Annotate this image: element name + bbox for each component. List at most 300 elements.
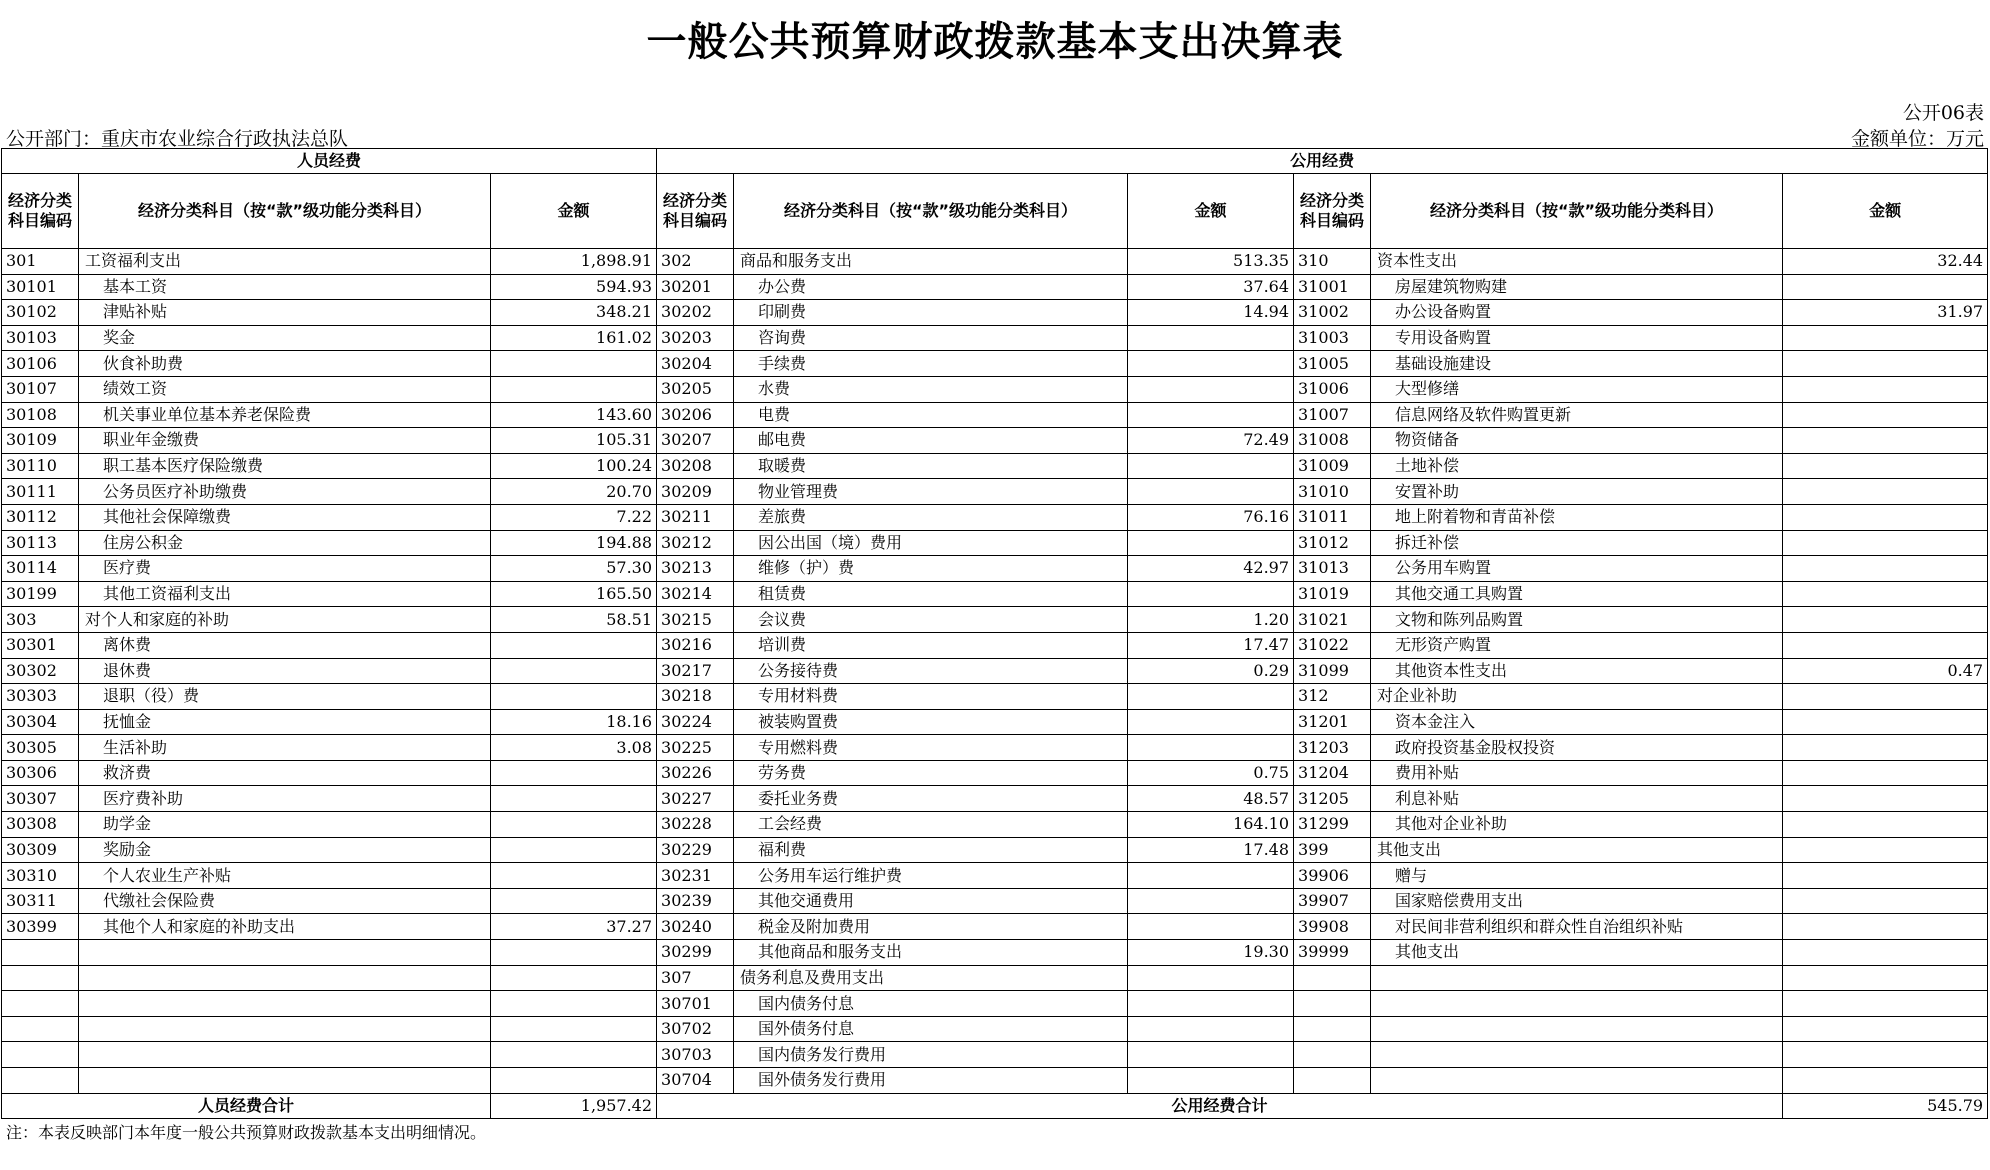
code-cell: 30212: [657, 530, 734, 556]
amount-cell: [1783, 632, 1988, 658]
code-cell: 301: [2, 249, 79, 275]
code-cell: 31019: [1294, 581, 1371, 607]
amount-cell: 37.27: [491, 914, 657, 940]
subject-cell: 基础设施建设: [1371, 351, 1783, 377]
amount-cell: [1783, 709, 1988, 735]
subject-cell: 地上附着物和青苗补偿: [1371, 504, 1783, 530]
code-cell: 30209: [657, 479, 734, 505]
amount-cell: [1128, 1042, 1294, 1068]
amount-cell: [1783, 735, 1988, 761]
subject-cell: 工资福利支出: [79, 249, 491, 275]
subject-cell: 房屋建筑物购建: [1371, 274, 1783, 300]
code-cell: [2, 1016, 79, 1042]
form-code: 公开06表: [1902, 102, 1984, 124]
subject-cell: 专用设备购置: [1371, 325, 1783, 351]
amount-cell: [1783, 581, 1988, 607]
amount-cell: [1783, 402, 1988, 428]
amount-cell: [1783, 965, 1988, 991]
amount-cell: 105.31: [491, 428, 657, 454]
subject-cell: 办公费: [734, 274, 1128, 300]
amount-cell: [1128, 1068, 1294, 1094]
subject-cell: 文物和陈列品购置: [1371, 607, 1783, 633]
subject-cell: 抚恤金: [79, 709, 491, 735]
subject-header: 经济分类科目（按“款”级功能分类科目）: [1371, 174, 1783, 249]
code-cell: [1294, 991, 1371, 1017]
amount-cell: [1783, 274, 1988, 300]
subject-cell: 资本金注入: [1371, 709, 1783, 735]
subject-cell: [79, 965, 491, 991]
code-cell: 30704: [657, 1068, 734, 1094]
table-row: [2, 991, 1988, 1017]
code-cell: 30206: [657, 402, 734, 428]
amount-cell: [1128, 530, 1294, 556]
personnel-header: 人员经费: [2, 149, 657, 174]
table-row: [2, 684, 1988, 710]
code-cell: 30240: [657, 914, 734, 940]
subject-cell: 委托业务费: [734, 786, 1128, 812]
table-row: [2, 863, 1988, 889]
code-cell: 39908: [1294, 914, 1371, 940]
table-row: [2, 709, 1988, 735]
code-cell: 30228: [657, 812, 734, 838]
personnel-total-label: 人员经费合计: [2, 1093, 491, 1118]
table-row: [2, 658, 1988, 684]
code-cell: 30202: [657, 300, 734, 326]
subject-cell: [79, 1016, 491, 1042]
code-cell: [2, 991, 79, 1017]
subject-cell: [1371, 991, 1783, 1017]
amount-cell: [1783, 1016, 1988, 1042]
code-cell: 30107: [2, 376, 79, 402]
code-cell: 30114: [2, 556, 79, 582]
code-cell: 30213: [657, 556, 734, 582]
table-row: [2, 965, 1988, 991]
footnote: 注：本表反映部门本年度一般公共预算财政拨款基本支出明细情况。: [6, 1123, 487, 1142]
subject-cell: 国外债务付息: [734, 1016, 1128, 1042]
amount-cell: [491, 837, 657, 863]
code-cell: 31201: [1294, 709, 1371, 735]
subject-cell: [1371, 965, 1783, 991]
code-cell: [2, 965, 79, 991]
code-cell: 30201: [657, 274, 734, 300]
amount-cell: 17.47: [1128, 632, 1294, 658]
code-cell: 31099: [1294, 658, 1371, 684]
code-cell: 30311: [2, 888, 79, 914]
code-cell: [2, 1068, 79, 1094]
subject-cell: 水费: [734, 376, 1128, 402]
subject-cell: 助学金: [79, 812, 491, 838]
amount-cell: 17.48: [1128, 837, 1294, 863]
code-cell: 30203: [657, 325, 734, 351]
code-cell: 30309: [2, 837, 79, 863]
subject-cell: 国内债务付息: [734, 991, 1128, 1017]
amount-cell: 58.51: [491, 607, 657, 633]
amount-cell: [1128, 453, 1294, 479]
subject-cell: 会议费: [734, 607, 1128, 633]
amount-cell: 42.97: [1128, 556, 1294, 582]
amount-cell: [1783, 863, 1988, 889]
amount-cell: [1783, 453, 1988, 479]
amount-header: 金额: [491, 174, 657, 249]
subject-cell: 基本工资: [79, 274, 491, 300]
amount-cell: 14.94: [1128, 300, 1294, 326]
code-cell: 30205: [657, 376, 734, 402]
amount-cell: 348.21: [491, 300, 657, 326]
amount-cell: [1783, 479, 1988, 505]
amount-cell: [491, 351, 657, 377]
subject-cell: 医疗费: [79, 556, 491, 582]
code-cell: [1294, 965, 1371, 991]
subject-cell: 公务用车运行维护费: [734, 863, 1128, 889]
code-header: 经济分类科目编码: [2, 174, 79, 249]
table-row: [2, 351, 1988, 377]
amount-cell: [1128, 351, 1294, 377]
code-cell: 30399: [2, 914, 79, 940]
amount-cell: [491, 965, 657, 991]
code-cell: 39906: [1294, 863, 1371, 889]
subject-cell: 其他社会保障缴费: [79, 504, 491, 530]
public-header: 公用经费: [657, 149, 1988, 174]
subject-cell: 国内债务发行费用: [734, 1042, 1128, 1068]
code-cell: 30308: [2, 812, 79, 838]
amount-header: 金额: [1783, 174, 1988, 249]
code-cell: 307: [657, 965, 734, 991]
table-row: [2, 376, 1988, 402]
subject-cell: 代缴社会保险费: [79, 888, 491, 914]
table-row: [2, 760, 1988, 786]
amount-cell: [1783, 991, 1988, 1017]
code-cell: [1294, 1068, 1371, 1094]
subject-cell: 其他对企业补助: [1371, 812, 1783, 838]
amount-cell: 20.70: [491, 479, 657, 505]
code-cell: 31203: [1294, 735, 1371, 761]
code-cell: 31008: [1294, 428, 1371, 454]
subject-cell: 商品和服务支出: [734, 249, 1128, 275]
code-cell: 39907: [1294, 888, 1371, 914]
amount-cell: 7.22: [491, 504, 657, 530]
code-cell: [2, 940, 79, 966]
amount-cell: [1783, 837, 1988, 863]
amount-cell: [1783, 1068, 1988, 1094]
table-row: [2, 735, 1988, 761]
amount-cell: [1783, 556, 1988, 582]
amount-cell: [491, 786, 657, 812]
subject-cell: [79, 940, 491, 966]
subject-cell: [79, 1042, 491, 1068]
code-cell: 30211: [657, 504, 734, 530]
code-cell: 30305: [2, 735, 79, 761]
amount-cell: 76.16: [1128, 504, 1294, 530]
subject-cell: 其他支出: [1371, 940, 1783, 966]
code-cell: 30111: [2, 479, 79, 505]
amount-cell: [491, 812, 657, 838]
code-cell: 30106: [2, 351, 79, 377]
amount-cell: [1783, 914, 1988, 940]
subject-cell: 其他工资福利支出: [79, 581, 491, 607]
subject-cell: 职业年金缴费: [79, 428, 491, 454]
code-cell: [2, 1042, 79, 1068]
amount-cell: 0.47: [1783, 658, 1988, 684]
table-row: [2, 1068, 1988, 1094]
amount-cell: 161.02: [491, 325, 657, 351]
amount-cell: [1128, 735, 1294, 761]
amount-cell: [1128, 684, 1294, 710]
subject-cell: 咨询费: [734, 325, 1128, 351]
amount-cell: 1.20: [1128, 607, 1294, 633]
subject-cell: 债务利息及费用支出: [734, 965, 1128, 991]
code-cell: 30304: [2, 709, 79, 735]
table-row: [2, 812, 1988, 838]
amount-cell: 143.60: [491, 402, 657, 428]
code-cell: 31002: [1294, 300, 1371, 326]
amount-cell: 594.93: [491, 274, 657, 300]
amount-cell: [1128, 709, 1294, 735]
code-cell: 31299: [1294, 812, 1371, 838]
table-row: [2, 837, 1988, 863]
table-row: [2, 632, 1988, 658]
amount-cell: [1128, 479, 1294, 505]
code-cell: 30208: [657, 453, 734, 479]
amount-cell: [1128, 325, 1294, 351]
amount-cell: 32.44: [1783, 249, 1988, 275]
amount-cell: [1128, 402, 1294, 428]
amount-cell: 0.29: [1128, 658, 1294, 684]
amount-cell: 48.57: [1128, 786, 1294, 812]
subject-cell: 安置补助: [1371, 479, 1783, 505]
code-cell: 302: [657, 249, 734, 275]
subject-header: 经济分类科目（按“款”级功能分类科目）: [79, 174, 491, 249]
amount-cell: [491, 1016, 657, 1042]
amount-cell: [1783, 684, 1988, 710]
subject-cell: 奖励金: [79, 837, 491, 863]
amount-cell: [1783, 888, 1988, 914]
table-row: [2, 581, 1988, 607]
code-cell: 30310: [2, 863, 79, 889]
subject-header: 经济分类科目（按“款”级功能分类科目）: [734, 174, 1128, 249]
table-row: [2, 940, 1988, 966]
code-cell: 30226: [657, 760, 734, 786]
amount-cell: [1783, 940, 1988, 966]
subject-cell: 劳务费: [734, 760, 1128, 786]
table-row: [2, 249, 1988, 275]
subject-cell: 生活补助: [79, 735, 491, 761]
subject-cell: 赠与: [1371, 863, 1783, 889]
subject-cell: 国外债务发行费用: [734, 1068, 1128, 1094]
amount-cell: [1783, 786, 1988, 812]
subject-cell: 其他交通费用: [734, 888, 1128, 914]
table-row: [2, 1016, 1988, 1042]
amount-cell: 37.64: [1128, 274, 1294, 300]
subject-cell: 对企业补助: [1371, 684, 1783, 710]
amount-cell: [491, 863, 657, 889]
code-cell: 30299: [657, 940, 734, 966]
code-cell: 31204: [1294, 760, 1371, 786]
code-cell: 31007: [1294, 402, 1371, 428]
amount-cell: 57.30: [491, 556, 657, 582]
amount-cell: [1783, 376, 1988, 402]
table-row: [2, 607, 1988, 633]
subject-cell: [1371, 1068, 1783, 1094]
amount-cell: [1128, 888, 1294, 914]
code-cell: 31012: [1294, 530, 1371, 556]
subject-cell: 对民间非营利组织和群众性自治组织补贴: [1371, 914, 1783, 940]
subject-cell: 公务员医疗补助缴费: [79, 479, 491, 505]
subject-cell: 手续费: [734, 351, 1128, 377]
page-title: 一般公共预算财政拨款基本支出决算表: [646, 19, 1344, 65]
code-cell: 31022: [1294, 632, 1371, 658]
code-cell: 31011: [1294, 504, 1371, 530]
subject-cell: 土地补偿: [1371, 453, 1783, 479]
amount-cell: 3.08: [491, 735, 657, 761]
subject-cell: 印刷费: [734, 300, 1128, 326]
subject-cell: 绩效工资: [79, 376, 491, 402]
code-cell: 30101: [2, 274, 79, 300]
code-header: 经济分类科目编码: [1294, 174, 1371, 249]
amount-cell: [1128, 581, 1294, 607]
subject-cell: 其他个人和家庭的补助支出: [79, 914, 491, 940]
code-cell: 30702: [657, 1016, 734, 1042]
subject-cell: 被装购置费: [734, 709, 1128, 735]
table-row: [2, 1042, 1988, 1068]
amount-cell: [1783, 607, 1988, 633]
code-cell: 30218: [657, 684, 734, 710]
amount-cell: 164.10: [1128, 812, 1294, 838]
subject-cell: [79, 991, 491, 1017]
table-row: [2, 530, 1988, 556]
subject-cell: 对个人和家庭的补助: [79, 607, 491, 633]
code-cell: 30199: [2, 581, 79, 607]
subject-cell: 大型修缮: [1371, 376, 1783, 402]
amount-cell: [1128, 863, 1294, 889]
table-row: [2, 274, 1988, 300]
table-row: [2, 479, 1988, 505]
subject-cell: [1371, 1042, 1783, 1068]
subject-cell: 机关事业单位基本养老保险费: [79, 402, 491, 428]
amount-cell: [1783, 760, 1988, 786]
amount-cell: [491, 1042, 657, 1068]
code-cell: 31021: [1294, 607, 1371, 633]
subject-cell: 专用燃料费: [734, 735, 1128, 761]
code-cell: 31009: [1294, 453, 1371, 479]
subject-cell: 其他商品和服务支出: [734, 940, 1128, 966]
code-cell: 303: [2, 607, 79, 633]
subject-cell: 因公出国（境）费用: [734, 530, 1128, 556]
subject-cell: 退职（役）费: [79, 684, 491, 710]
public-total-label: 公用经费合计: [657, 1093, 1783, 1118]
subject-cell: 医疗费补助: [79, 786, 491, 812]
code-cell: 30204: [657, 351, 734, 377]
subject-cell: 个人农业生产补贴: [79, 863, 491, 889]
code-cell: 30302: [2, 658, 79, 684]
amount-cell: [1128, 1016, 1294, 1042]
code-cell: [1294, 1042, 1371, 1068]
code-cell: 30112: [2, 504, 79, 530]
code-cell: 30102: [2, 300, 79, 326]
code-cell: 30217: [657, 658, 734, 684]
subject-cell: 维修（护）费: [734, 556, 1128, 582]
code-cell: 31006: [1294, 376, 1371, 402]
subject-cell: 其他交通工具购置: [1371, 581, 1783, 607]
code-cell: 312: [1294, 684, 1371, 710]
subject-cell: 办公设备购置: [1371, 300, 1783, 326]
subject-cell: 差旅费: [734, 504, 1128, 530]
code-cell: 31001: [1294, 274, 1371, 300]
amount-cell: [491, 991, 657, 1017]
code-cell: 30306: [2, 760, 79, 786]
subject-cell: 政府投资基金股权投资: [1371, 735, 1783, 761]
subject-cell: 物业管理费: [734, 479, 1128, 505]
subject-cell: 资本性支出: [1371, 249, 1783, 275]
amount-cell: [491, 684, 657, 710]
amount-cell: 31.97: [1783, 300, 1988, 326]
amount-cell: 165.50: [491, 581, 657, 607]
amount-cell: [1783, 812, 1988, 838]
subject-cell: 国家赔偿费用支出: [1371, 888, 1783, 914]
code-cell: 31013: [1294, 556, 1371, 582]
subject-cell: 退休费: [79, 658, 491, 684]
subject-cell: 津贴补贴: [79, 300, 491, 326]
amount-cell: [1783, 428, 1988, 454]
subject-cell: 公务用车购置: [1371, 556, 1783, 582]
amount-header: 金额: [1128, 174, 1294, 249]
code-cell: 31010: [1294, 479, 1371, 505]
code-header: 经济分类科目编码: [657, 174, 734, 249]
subject-cell: 邮电费: [734, 428, 1128, 454]
personnel-total-value: 1,957.42: [491, 1093, 657, 1118]
amount-cell: [1128, 965, 1294, 991]
subject-cell: 其他支出: [1371, 837, 1783, 863]
subject-cell: 利息补贴: [1371, 786, 1783, 812]
subject-cell: 电费: [734, 402, 1128, 428]
amount-cell: [1783, 351, 1988, 377]
code-cell: 30227: [657, 786, 734, 812]
subject-cell: [1371, 1016, 1783, 1042]
amount-cell: 19.30: [1128, 940, 1294, 966]
subject-cell: 救济费: [79, 760, 491, 786]
public-total-value: 545.79: [1783, 1093, 1988, 1118]
amount-cell: [1128, 991, 1294, 1017]
subject-cell: 物资储备: [1371, 428, 1783, 454]
code-cell: 399: [1294, 837, 1371, 863]
code-cell: 30207: [657, 428, 734, 454]
code-cell: 30301: [2, 632, 79, 658]
subject-cell: 福利费: [734, 837, 1128, 863]
table-row: [2, 556, 1988, 582]
table-row: [2, 300, 1988, 326]
code-cell: 30103: [2, 325, 79, 351]
amount-cell: [1783, 325, 1988, 351]
table-row: [2, 325, 1988, 351]
code-cell: 30225: [657, 735, 734, 761]
code-cell: 39999: [1294, 940, 1371, 966]
code-cell: 30110: [2, 453, 79, 479]
amount-cell: [491, 658, 657, 684]
subject-cell: [79, 1068, 491, 1094]
subject-cell: 专用材料费: [734, 684, 1128, 710]
code-cell: 30108: [2, 402, 79, 428]
subject-cell: 培训费: [734, 632, 1128, 658]
amount-cell: [491, 760, 657, 786]
code-cell: 30229: [657, 837, 734, 863]
table-row: [2, 402, 1988, 428]
code-cell: 30231: [657, 863, 734, 889]
amount-cell: 194.88: [491, 530, 657, 556]
amount-cell: 1,898.91: [491, 249, 657, 275]
subject-cell: 工会经费: [734, 812, 1128, 838]
code-cell: 31005: [1294, 351, 1371, 377]
code-cell: 30215: [657, 607, 734, 633]
code-cell: [1294, 1016, 1371, 1042]
